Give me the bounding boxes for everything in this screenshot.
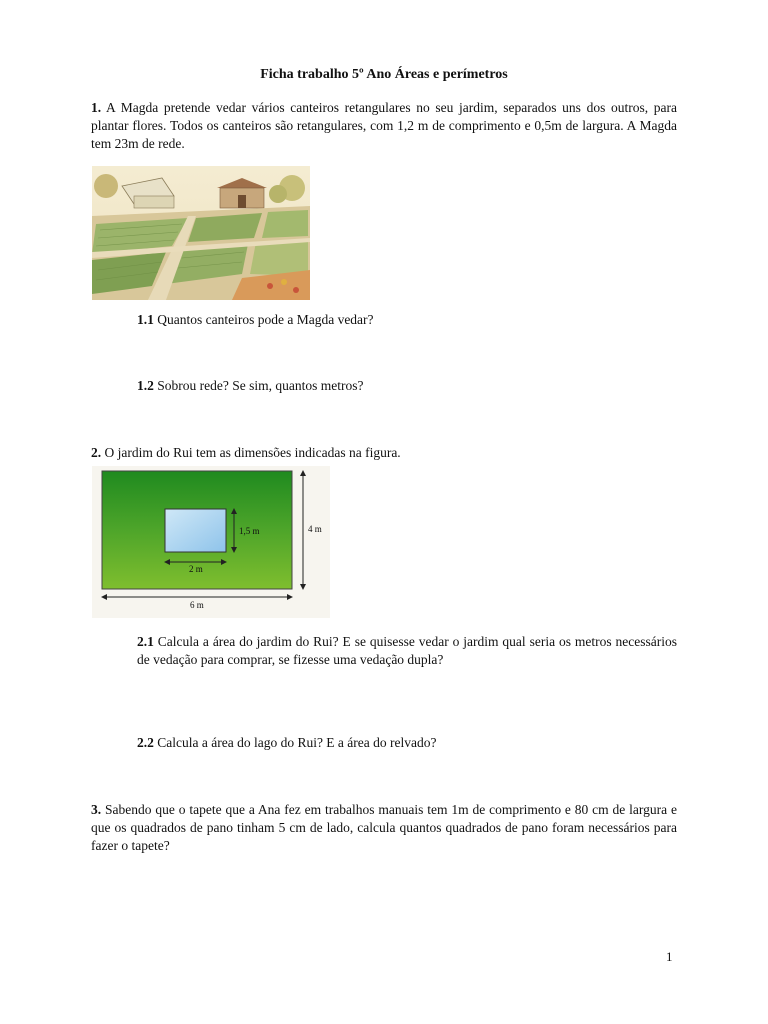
question-1-1	[137, 311, 677, 329]
question-1-2-text: Sobrou rede? Se sim, quantos metros?	[157, 378, 364, 393]
garden-illustration	[92, 166, 310, 300]
question-1-1-number: 1.1	[137, 312, 154, 327]
question-3-text: Sabendo que o tapete que a Ana fez em trabalhos manuais tem 1m de comprimento e 80 cm de largura e que os quadrados de pano tinham 5 cm de lado, calcula quantos quadrados de pano foram necessários para fazer o tapete?	[91, 802, 677, 853]
pond-width-label: 2 m	[189, 564, 203, 574]
question-2-text: O jardim do Rui tem as dimensões indicadas na figura.	[104, 445, 401, 460]
question-2-2	[137, 734, 677, 752]
question-3	[91, 801, 677, 855]
question-1-text: A Magda pretende vedar vários canteiros retangulares no seu jardim, separados uns dos outros, para plantar flores. Todos os canteiros são retangulares, com 1,2 m de comprimento e 0,5m de largura. A Magda tem 23m de rede.	[91, 100, 678, 151]
question-1-number: 1.	[91, 100, 102, 115]
question-1-2-number: 1.2	[137, 378, 154, 393]
page-title: Ficha trabalho 5º Ano Áreas e perímetros	[260, 67, 508, 82]
question-2-2-text: Calcula a área do lago do Rui? E a área do relvado?	[157, 735, 437, 750]
question-2-1	[137, 633, 677, 669]
question-3-number: 3.	[91, 802, 102, 817]
question-2-2-number: 2.2	[137, 735, 154, 750]
page-number: 1	[666, 949, 673, 964]
garden-dimensions-figure	[92, 466, 330, 618]
pond	[165, 509, 226, 552]
question-2-1-number: 2.1	[137, 634, 154, 649]
pond-height-label: 1,5 m	[239, 526, 260, 536]
question-2	[91, 444, 677, 462]
question-1	[91, 99, 677, 153]
garden-height-label: 4 m	[308, 524, 322, 534]
question-2-1-text: Calcula a área do jardim do Rui? E se quisesse vedar o jardim qual seria os metros necessários de vedação para comprar, se fizesse uma vedação dupla?	[137, 634, 677, 667]
garden-width-label: 6 m	[190, 600, 204, 610]
question-1-2	[137, 377, 677, 395]
question-2-number: 2.	[91, 445, 102, 460]
question-1-1-text: Quantos canteiros pode a Magda vedar?	[157, 312, 374, 327]
